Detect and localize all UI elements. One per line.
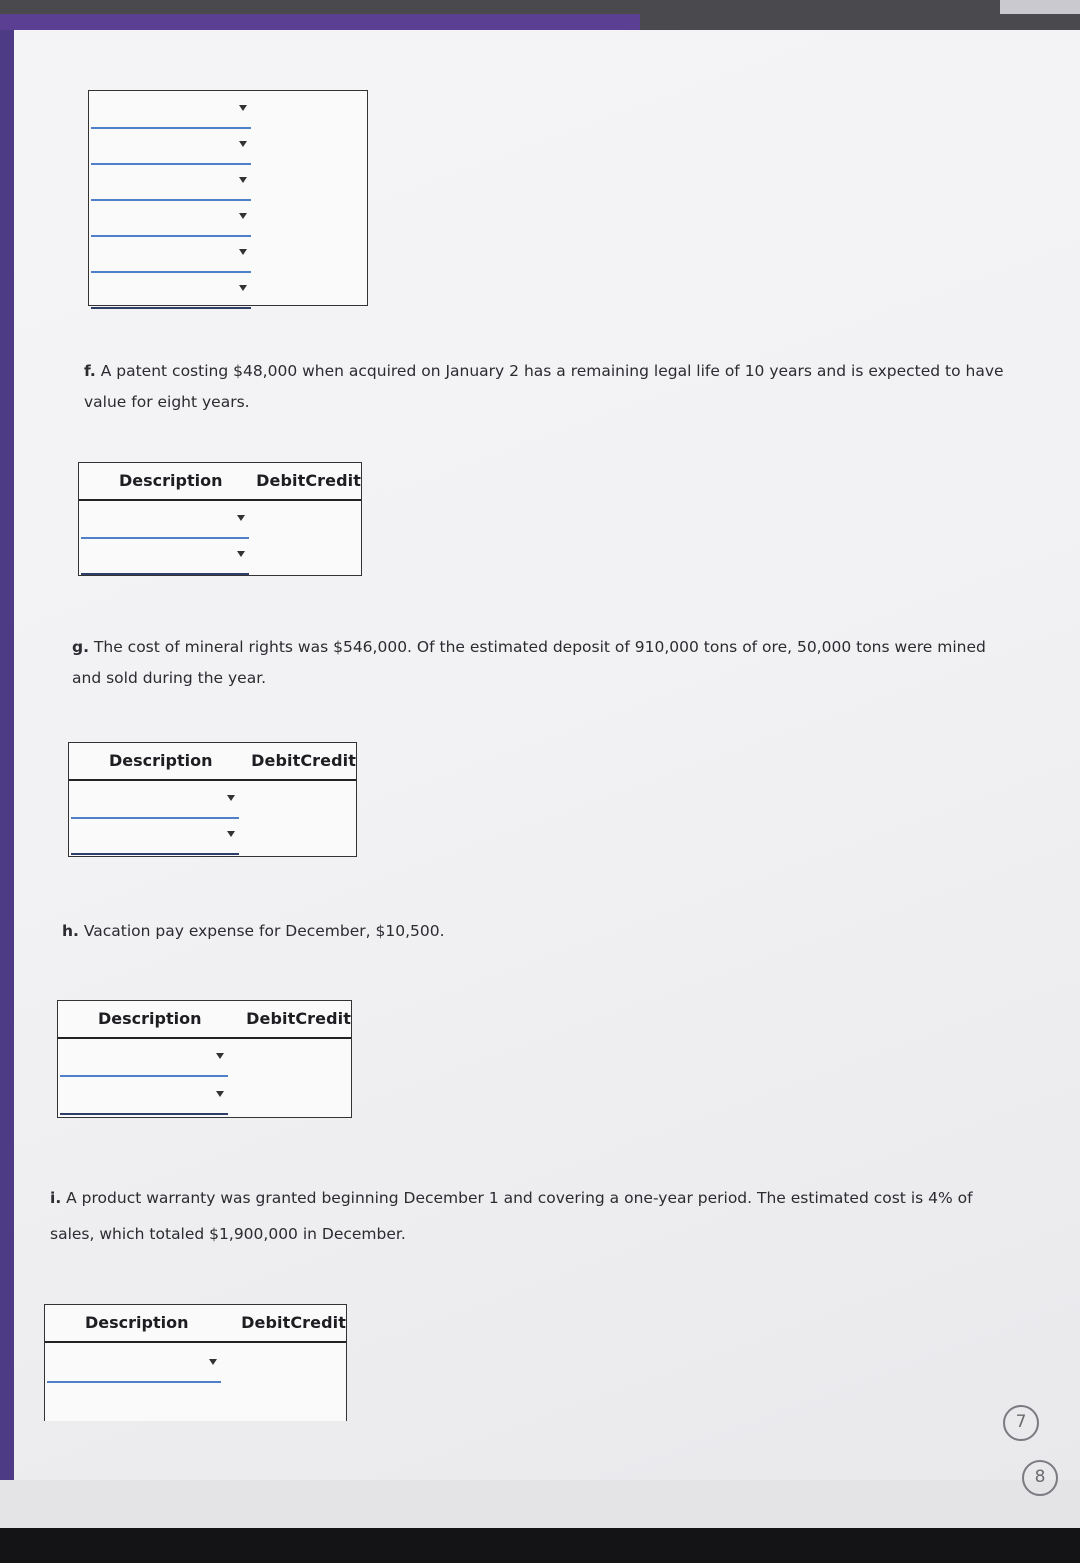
dropdown-caret-icon	[239, 249, 247, 255]
dark-edge	[0, 1528, 1080, 1563]
column-header-description: Description	[119, 471, 223, 490]
account-dropdown[interactable]	[71, 781, 239, 819]
account-dropdown[interactable]	[81, 537, 249, 575]
question-line: value for eight years.	[84, 393, 250, 411]
dropdown-caret-icon	[209, 1359, 217, 1365]
table-header	[69, 743, 356, 781]
dropdown-caret-icon	[237, 515, 245, 521]
question-i	[50, 1180, 1060, 1252]
account-dropdown[interactable]	[81, 501, 249, 539]
column-header-description: Description	[85, 1313, 189, 1332]
question-line: A product warranty was granted beginning December 1 and covering a one-year period. The estimated cost is 4% of	[66, 1189, 973, 1207]
dropdown-caret-icon	[239, 105, 247, 111]
column-header-description: Description	[98, 1009, 202, 1028]
corner-badge	[1000, 0, 1080, 14]
dropdown-caret-icon	[227, 831, 235, 837]
account-dropdown[interactable]	[91, 235, 251, 273]
column-header-description: Description	[109, 751, 213, 770]
account-dropdown[interactable]	[91, 163, 251, 201]
journal-table-g	[68, 742, 357, 857]
table-header	[58, 1001, 351, 1039]
dropdown-caret-icon	[227, 795, 235, 801]
journal-table-h	[57, 1000, 352, 1118]
column-header-debit-credit: DebitCredit	[256, 471, 361, 490]
column-header-debit-credit: DebitCredit	[251, 751, 356, 770]
column-header-debit-credit: DebitCredit	[246, 1009, 351, 1028]
dropdown-caret-icon	[237, 551, 245, 557]
question-letter: i.	[50, 1189, 62, 1207]
account-dropdown[interactable]	[91, 127, 251, 165]
question-line: The cost of mineral rights was $546,000. Of the estimated deposit of 910,000 tons of ore, 50,000 tons were mined	[93, 638, 986, 656]
table-header	[45, 1305, 346, 1343]
dropdown-caret-icon	[239, 285, 247, 291]
dropdown-caret-icon	[216, 1091, 224, 1097]
account-dropdown[interactable]	[91, 271, 251, 309]
question-line: sales, which totaled $1,900,000 in December.	[50, 1225, 406, 1243]
question-letter: f.	[84, 362, 96, 380]
account-dropdown[interactable]	[60, 1039, 228, 1077]
account-dropdown[interactable]	[91, 199, 251, 237]
question-line: and sold during the year.	[72, 669, 267, 687]
dropdown-caret-icon	[239, 141, 247, 147]
journal-table-e	[88, 90, 368, 306]
question-letter: g.	[72, 638, 89, 656]
desk-surface	[0, 1480, 1080, 1528]
account-dropdown[interactable]	[91, 91, 251, 129]
dropdown-caret-icon	[216, 1053, 224, 1059]
question-g	[72, 632, 1052, 694]
question-f	[84, 356, 1044, 418]
account-dropdown[interactable]	[47, 1345, 221, 1383]
question-h	[62, 916, 962, 947]
column-header-debit-credit: DebitCredit	[241, 1313, 346, 1332]
account-dropdown[interactable]	[60, 1077, 228, 1115]
handwritten-circle-eight: 8	[1022, 1460, 1058, 1496]
journal-table-f	[78, 462, 362, 576]
account-dropdown[interactable]	[71, 817, 239, 855]
table-header	[79, 463, 361, 501]
question-line: Vacation pay expense for December, $10,500.	[83, 922, 445, 940]
dropdown-caret-icon	[239, 177, 247, 183]
journal-table-i	[44, 1304, 347, 1421]
question-line: A patent costing $48,000 when acquired on January 2 has a remaining legal life of 10 years and is expected to have	[100, 362, 1004, 380]
handwritten-circle-seven: 7	[1003, 1405, 1039, 1441]
question-letter: h.	[62, 922, 79, 940]
dropdown-caret-icon	[239, 213, 247, 219]
